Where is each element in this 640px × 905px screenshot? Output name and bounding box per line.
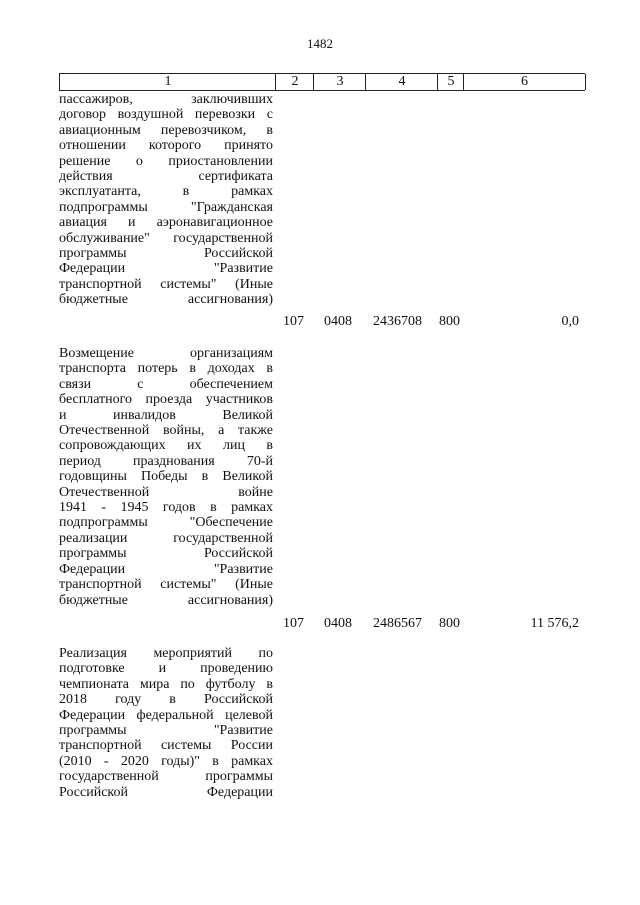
description-line: эксплуатанта, в рамках xyxy=(59,184,273,200)
table-header xyxy=(59,73,585,91)
column-header-5: 5 xyxy=(437,74,464,90)
description-line: (2010 - 2020 годы)" в рамках xyxy=(59,753,273,769)
description-line: бесплатного проезда участников xyxy=(59,392,273,408)
expense-type-code: 800 xyxy=(439,314,460,329)
section-code: 107 xyxy=(283,616,304,631)
description-line: реализации государственной xyxy=(59,530,273,546)
description-line: Федерации "Развитие xyxy=(59,261,273,277)
description-line: Федерации федеральной целевой xyxy=(59,707,273,723)
description-line: решение о приостановлении xyxy=(59,153,273,169)
description-line: Возмещение организациям xyxy=(59,346,273,361)
description-line: бюджетные ассигнования) xyxy=(59,292,273,308)
description-line: авиационным перевозчиком, в xyxy=(59,122,273,138)
target-article-code: 2486567 xyxy=(373,616,422,631)
description-line: 1941 - 1945 годов в рамках xyxy=(59,500,273,516)
row-description xyxy=(59,346,273,608)
description-line: договор воздушной перевозки с xyxy=(59,107,273,123)
description-line: программы Российской xyxy=(59,246,273,262)
description-line: Отечественной войны, а также xyxy=(59,423,273,439)
description-line: сопровождающих их лиц в xyxy=(59,438,273,454)
column-header-1: 1 xyxy=(59,74,276,90)
description-line: программы Российской xyxy=(59,546,273,562)
column-header-6: 6 xyxy=(463,74,586,90)
description-line: транспортной системы" (Иные xyxy=(59,577,273,593)
description-line: программы "Развитие xyxy=(59,723,273,739)
row-description xyxy=(59,92,273,308)
description-line: транспортной системы России xyxy=(59,738,273,754)
description-line: подготовке и проведению xyxy=(59,661,273,677)
description-line: обслуживание" государственной xyxy=(59,230,273,246)
row-description xyxy=(59,646,273,800)
column-header-3: 3 xyxy=(313,74,366,90)
description-line: Российской Федерации xyxy=(59,784,273,800)
amount-value: 11 576,2 xyxy=(530,616,579,631)
target-article-code: 2436708 xyxy=(373,314,422,329)
description-line: подпрограммы "Гражданская xyxy=(59,199,273,215)
description-line: 2018 году в Российской xyxy=(59,692,273,708)
description-line: отношении которого принято xyxy=(59,138,273,154)
description-line: транспорта потерь в доходах в xyxy=(59,361,273,377)
description-line: связи с обеспечением xyxy=(59,376,273,392)
description-line: государственной программы xyxy=(59,769,273,785)
description-line: пассажиров, заключивших xyxy=(59,92,273,107)
description-line: годовщины Победы в Великой xyxy=(59,469,273,485)
section-code: 107 xyxy=(283,314,304,329)
description-line: подпрограммы "Обеспечение xyxy=(59,515,273,531)
amount-value: 0,0 xyxy=(561,314,579,329)
description-line: бюджетные ассигнования) xyxy=(59,592,273,608)
description-line: Федерации "Развитие xyxy=(59,561,273,577)
description-line: период празднования 70-й xyxy=(59,453,273,469)
description-line: Реализация мероприятий по xyxy=(59,646,273,661)
subsection-code: 0408 xyxy=(324,314,352,329)
column-header-4: 4 xyxy=(365,74,438,90)
description-line: чемпионата мира по футболу в xyxy=(59,676,273,692)
expense-type-code: 800 xyxy=(439,616,460,631)
description-line: транспортной системы" (Иные xyxy=(59,276,273,292)
subsection-code: 0408 xyxy=(324,616,352,631)
description-line: действия сертификата xyxy=(59,169,273,185)
page-number: 1482 xyxy=(307,36,333,51)
description-line: Отечественной войне xyxy=(59,484,273,500)
description-line: авиация и аэронавигационное xyxy=(59,215,273,231)
description-line: и инвалидов Великой xyxy=(59,407,273,423)
column-header-2: 2 xyxy=(275,74,314,90)
